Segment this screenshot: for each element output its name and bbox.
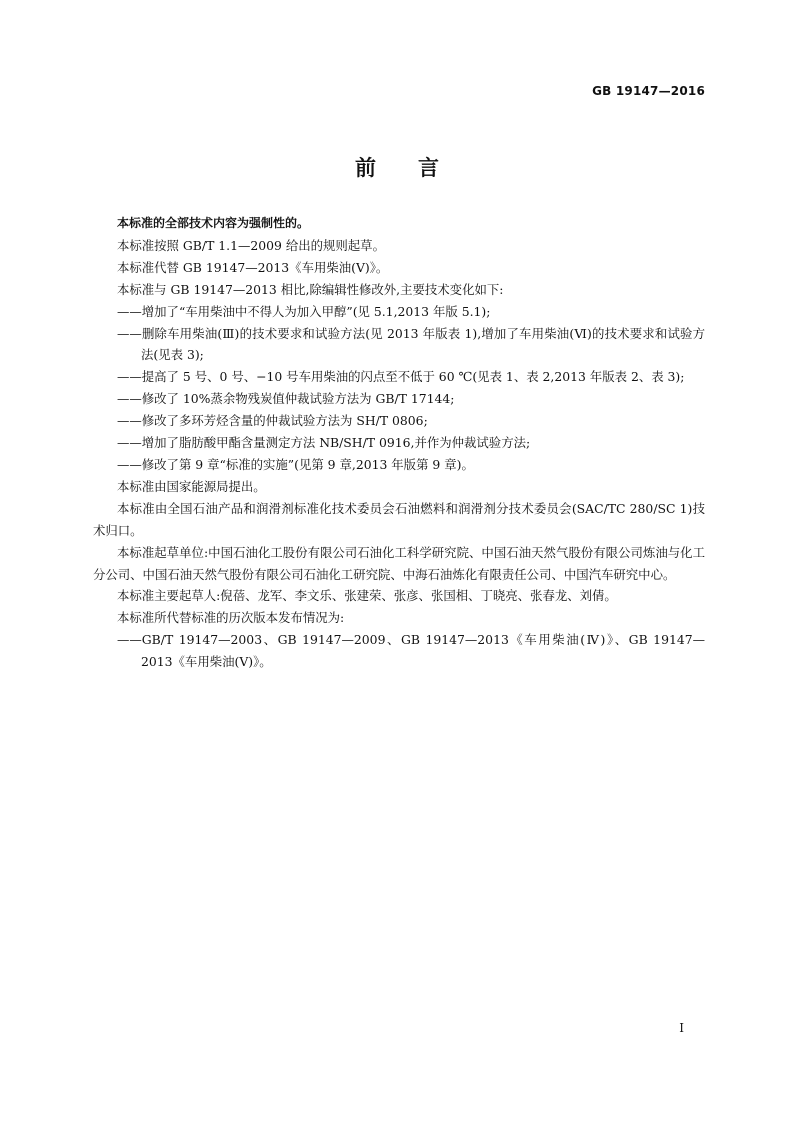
committee-paragraph: 本标准由全国石油产品和润滑剂标准化技术委员会石油燃料和润滑剂分技术委员会(SAC/TC 280/SC 1)技术归口。: [93, 500, 705, 538]
changes-intro-paragraph: 本标准与 GB 19147—2013 相比,除编辑性修改外,主要技术变化如下:: [117, 281, 504, 297]
change-item: ——修改了 10%蒸余物残炭值仲裁试验方法为 GB/T 17144;: [117, 391, 455, 407]
change-item: ——增加了脂肪酸甲酯含量测定方法 NB/SH/T 0916,并作为仲裁试验方法;: [117, 435, 531, 451]
standard-code-header: GB 19147—2016: [592, 84, 705, 98]
replacement-paragraph: 本标准代替 GB 19147—2013《车用柴油(Ⅴ)》。: [117, 259, 389, 275]
history-item: ——GB/T 19147—2003、GB 19147—2009、GB 19147—2013《车用柴油(Ⅳ)》、GB 19147—2013《车用柴油(Ⅴ)》。: [117, 632, 705, 670]
page-number: I: [679, 1021, 684, 1035]
change-item: ——增加了“车用柴油中不得人为加入甲醇”(见 5.1,2013 年版 5.1);: [117, 303, 491, 319]
change-item: ——提高了 5 号、0 号、−10 号车用柴油的闪点至不低于 60 ℃(见表 1、表 2,2013 年版表 2、表 3);: [117, 369, 685, 385]
foreword-body: [93, 213, 705, 673]
history-intro-paragraph: 本标准所代替标准的历次版本发布情况为:: [117, 610, 345, 626]
drafting-rules-paragraph: 本标准按照 GB/T 1.1—2009 给出的规则起草。: [117, 237, 385, 253]
mandatory-statement: 本标准的全部技术内容为强制性的。: [117, 216, 310, 230]
proposer-paragraph: 本标准由国家能源局提出。: [117, 478, 266, 494]
page-title: 前言: [355, 156, 481, 180]
drafters-paragraph: 本标准主要起草人:倪蓓、龙军、李文乐、张建荣、张彦、张国相、丁晓亮、张春龙、刘倩。: [117, 588, 617, 604]
change-item: ——修改了多环芳烃含量的仲裁试验方法为 SH/T 0806;: [117, 413, 428, 429]
change-item: ——修改了第 9 章“标准的实施”(见第 9 章,2013 年版第 9 章)。: [117, 456, 474, 472]
change-item: ——删除车用柴油(Ⅲ)的技术要求和试验方法(见 2013 年版表 1),增加了车用柴油(Ⅵ)的技术要求和试验方法(见表 3);: [117, 325, 705, 363]
drafting-units-paragraph: 本标准起草单位:中国石油化工股份有限公司石油化工科学研究院、中国石油天然气股份有限公司炼油与化工分公司、中国石油天然气股份有限公司石油化工研究院、中海石油炼化有限责任公司、中国汽车研究中心。: [93, 544, 705, 582]
